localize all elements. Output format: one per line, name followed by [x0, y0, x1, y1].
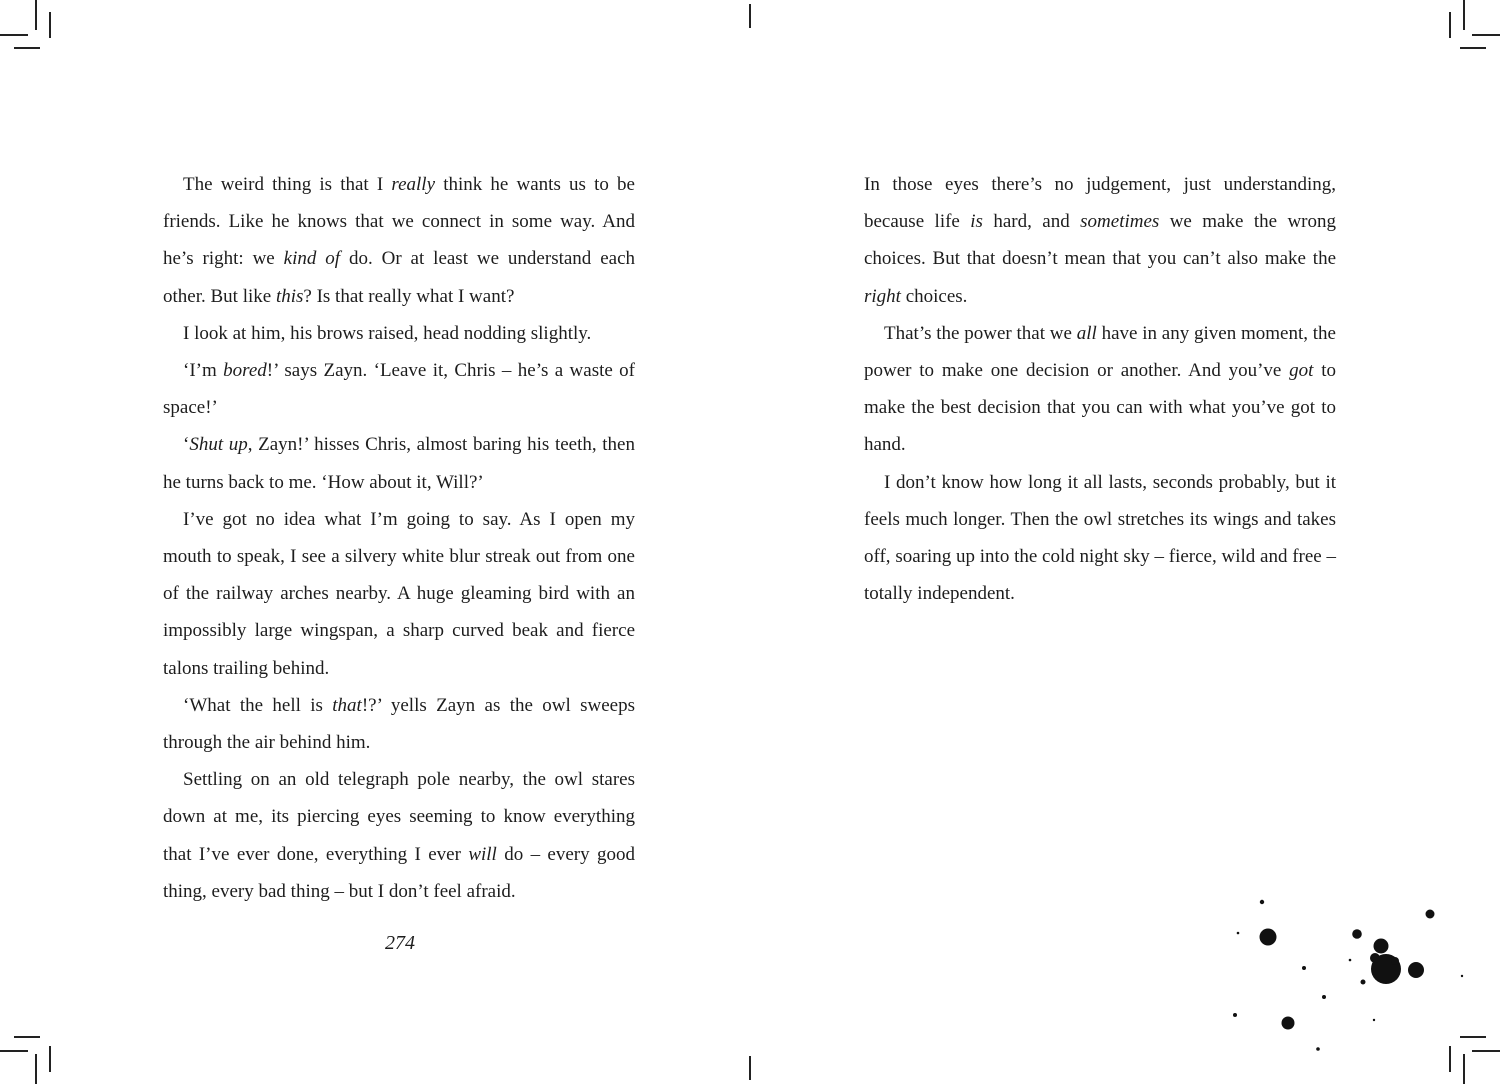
paragraph	[163, 352, 635, 426]
paragraph	[864, 166, 1336, 315]
paragraph	[163, 315, 635, 352]
crop-mark	[749, 4, 751, 28]
text-run: !?’ yells Zayn as the owl sweeps through the air behind him.	[163, 694, 635, 754]
italic-text: sometimes	[1080, 211, 1160, 233]
paragraph	[864, 464, 1336, 613]
crop-mark	[49, 12, 51, 38]
paragraph	[163, 687, 635, 761]
italic-text: right	[864, 285, 901, 307]
italic-text: this	[275, 285, 304, 307]
italic-text: that	[332, 694, 362, 716]
crop-mark	[14, 1036, 40, 1038]
text-run: to make the best decision that you can with what you’ve got to hand.	[864, 360, 1337, 456]
crop-mark	[749, 1056, 751, 1080]
italic-text: really	[391, 174, 436, 195]
text-run: Settling on an old telegraph pole nearby, the owl stares down at me, its piercing eyes seeming to know everything that I’ve ever done, everything I ever	[163, 769, 635, 865]
paragraph	[163, 166, 635, 315]
crop-mark	[0, 34, 28, 36]
text-run: have in any given moment, the power to make one decision or another. And you’ve	[864, 322, 1336, 382]
text-run: , Zayn!’ hisses Chris, almost baring his teeth, then he turns back to me. ‘How about it, Will?’	[163, 434, 635, 493]
italic-text: got	[1289, 360, 1314, 382]
text-run: In those eyes there’s no judgement, just understanding, because life	[864, 174, 1336, 233]
crop-mark	[1463, 0, 1465, 30]
paragraph	[864, 315, 1336, 464]
text-run: I look at him, his brows raised, head nodding slightly.	[183, 322, 592, 344]
text-run: hard, and	[982, 211, 1081, 233]
crop-mark	[1460, 47, 1486, 49]
paragraph	[163, 761, 635, 910]
text-run: we make the wrong choices. But that doesn’t mean that you can’t also make the	[864, 211, 1336, 270]
crop-mark	[1472, 34, 1500, 36]
text-run: ‘	[183, 434, 190, 456]
text-run: do. Or at least we understand each other. But like	[163, 248, 635, 307]
text-run: choices.	[900, 285, 968, 307]
italic-text: will	[468, 843, 497, 865]
text-run: think he wants us to be friends. Like he knows that we connect in some way. And he’s right: we	[163, 174, 635, 270]
text-run: I’ve got no idea what I’m going to say. As I open my mouth to speak, I see a silvery white blur streak out from one of the railway arches nearby. A huge gleaming bird with an impossibly large wingspan, a sharp curved beak and fierce talons trailing behind.	[163, 508, 635, 679]
crop-mark	[49, 1046, 51, 1072]
crop-mark	[35, 0, 37, 30]
crop-mark	[0, 1050, 28, 1052]
paragraph	[163, 426, 635, 500]
crop-mark	[35, 1054, 37, 1084]
page-number: 274	[385, 932, 415, 954]
text-run: ‘What the hell is	[183, 694, 333, 716]
left-page-text	[163, 166, 635, 910]
crop-mark	[1449, 12, 1451, 38]
text-run: do – every good thing, every bad thing – but I don’t feel afraid.	[163, 843, 635, 902]
italic-text: bored	[223, 360, 267, 382]
paragraph	[163, 501, 635, 687]
italic-text: Shut up	[189, 434, 248, 456]
text-run: ? Is that really what I want?	[303, 285, 515, 307]
right-page-text	[864, 166, 1336, 612]
italic-text: kind of	[283, 248, 341, 270]
text-run: The weird thing is that I	[183, 174, 392, 195]
italic-text: all	[1076, 322, 1097, 344]
italic-text: is	[970, 211, 983, 233]
text-run: !’ says Zayn. ‘Leave it, Chris – he’s a waste of space!’	[163, 360, 636, 419]
text-run: ‘I’m	[183, 360, 224, 382]
text-run: I don’t know how long it all lasts, seconds probably, but it feels much longer. Then the owl stretches its wings and takes off, soaring up into the cold night sky – fierce, wild and free – totally independent.	[864, 471, 1336, 605]
crop-mark	[14, 47, 40, 49]
text-run: That’s the power that we	[884, 322, 1077, 344]
ink-splatter-decoration	[1220, 890, 1480, 1070]
